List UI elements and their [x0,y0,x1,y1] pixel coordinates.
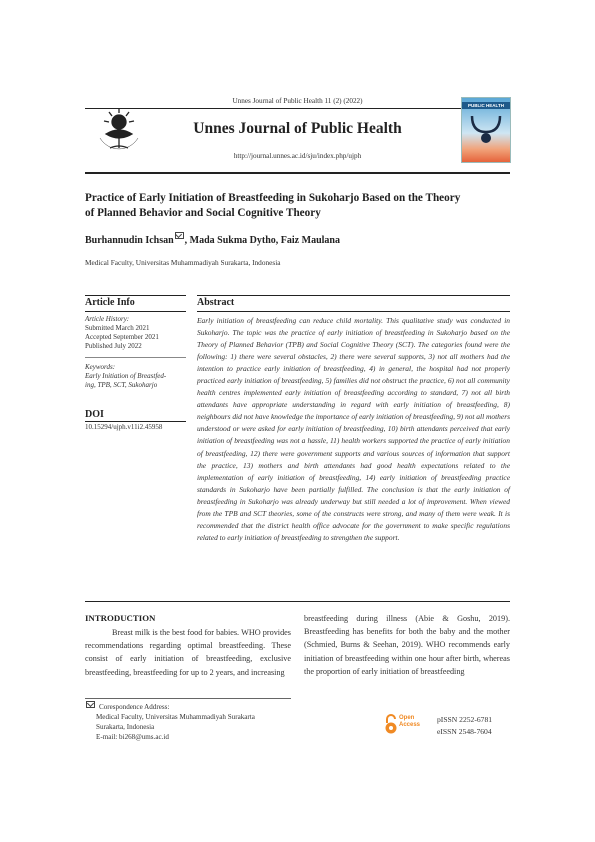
envelope-icon [175,232,184,239]
open-lock-icon [384,714,398,734]
author-corresponding: Burhannudin Ichsan [85,235,174,246]
abstract-text: Early initiation of breastfeeding can reduce child mortality. This qualitative study was conducted in Sukoharjo. The topic was the practice of early initiation of breastfeeding in Sukoharjo based on the Theory of Planned Behavior (TPB) and Social Cognitive Theory (SCT). The categories found were the following: 1) there were several obstacles, 2) there were several supports, 3) not all mothers had the intention to practice early initiation of breastfeeding, 4) in general, the hospital had not properly practiced early initiation of breastfeeding, 5) families did not obstruct the practice, 6) not all community health centres implemented early initiation of breastfeeding according to standard, 7) not all birth attendants have appropriate understanding in regard with early initiation of breastfeeding, 8) neighbours did not have knowledge the importance of early initiation of breastfeeding, 9) not all mothers understood or were asked for early initiation of breastfeeding, 10) birth attendants perceived that early initiation of breastfeeding was not a hassle, 11) health workers supported the practice of early initiation of breastfeeding, 12) there were government supports and various sources of information that support the practice, 13) mothers and birth attendants had good health expectations related to the implementation of early initiation of breastfeeding, 14) early initiation of breastfeeding practice standards in Sukoharjo have been partially fulfilled. The conclusion is that the early initiation of breastfeeding in Sukoharjo was already underway but still needed a lot of improvement. When viewed from the TPB and SCT theories, some of the constructs were strong, and many of them were weak. It is recommended that the district health office advocate for the government to make specific regulations related to early initiation of breastfeeding to strengthen the support. [197,316,510,542]
journal-url[interactable]: http://journal.unnes.ac.id/sju/index.php/ujph [233,152,362,160]
article-info-rule-top [85,295,186,296]
issn-block [437,714,492,738]
paper-title-line2: of Planned Behavior and Social Cognitive Theory [85,207,321,219]
article-info-divider [85,357,186,358]
footnote-label: Corespondence Address: [99,703,170,711]
open-access-line1: Open [399,715,415,721]
paper-title [85,191,510,221]
envelope-icon [86,701,95,708]
published-date: Published July 2022 [85,342,142,350]
correspondence-footnote [85,702,255,742]
cover-title: PUBLIC HEALTH [462,102,510,109]
doi-heading: DOI [85,409,104,420]
submitted-date: Submitted March 2021 [85,324,150,332]
doi-rule [85,421,186,422]
introduction-column-left: Breast milk is the best food for babies. WHO provides recommendations regarding optimal breastfeeding. These consist of early initiation of breastfeeding, exclusive breastfeeding, breastfeeding for up to 2 years, and increasing [85,628,291,677]
university-logo [92,104,146,158]
footnote-rule [85,698,291,699]
abstract-rule-mid [197,311,510,312]
header-rule-top [85,108,510,109]
article-info-heading: Article Info [85,297,135,308]
keywords-line1: Early Initiation of Breastfed- [85,372,167,380]
print-issn: pISSN 2252-6781 [437,715,493,724]
author-others: , Mada Sukma Dytho, Faiz Maulana [184,235,340,246]
journal-reference: Unnes Journal of Public Health 11 (2) (2022) [232,97,363,105]
abstract-rule-bottom [85,601,510,602]
doi-value[interactable]: 10.15294/ujph.v11i2.45958 [85,423,163,431]
stethoscope-icon [468,114,504,144]
history-label: Article History: [85,315,130,323]
abstract-rule-top [197,295,510,296]
abstract-heading: Abstract [197,297,235,308]
journal-cover-image [461,97,511,163]
open-access-text [399,715,420,729]
introduction-heading: INTRODUCTION [85,613,156,623]
introduction-column-right: breastfeeding during illness (Abie & Goshu, 2019). Breastfeeding has benefits for both the baby and the mother (Schmied, Burns & Seehan, 2019). WHO recommends early initiation of breastfeeding within one hour after birth, whereas the proportion of early initiation of breastfeeding [304,614,510,676]
paper-title-line1: Practice of Early Initiation of Breastfeeding in Sukoharjo Based on the Theory [85,192,461,204]
keywords-label: Keywords: [85,363,116,371]
open-access-line2: Access [399,722,421,728]
article-info-rule-mid [85,311,186,312]
keywords-line2: ing, TPB, SCT, Sukoharjo [85,381,158,389]
electronic-issn: eISSN 2548-7604 [437,727,492,736]
accepted-date: Accepted September 2021 [85,333,159,341]
journal-title: Unnes Journal of Public Health [193,120,402,137]
keywords [85,363,186,390]
open-access-logo [384,712,424,738]
affiliation: Medical Faculty, Universitas Muhammadiyah Surakarta, Indonesia [85,258,281,267]
author-list [85,235,340,246]
footnote-line2: Surakarta, Indonesia [96,723,155,731]
footnote-line1: Medical Faculty, Universitas Muhammadiyah Surakarta [96,713,255,721]
footnote-email[interactable]: E-mail: bi268@ums.ac.id [96,733,169,741]
header-rule-bottom [85,172,510,174]
article-history [85,315,186,351]
